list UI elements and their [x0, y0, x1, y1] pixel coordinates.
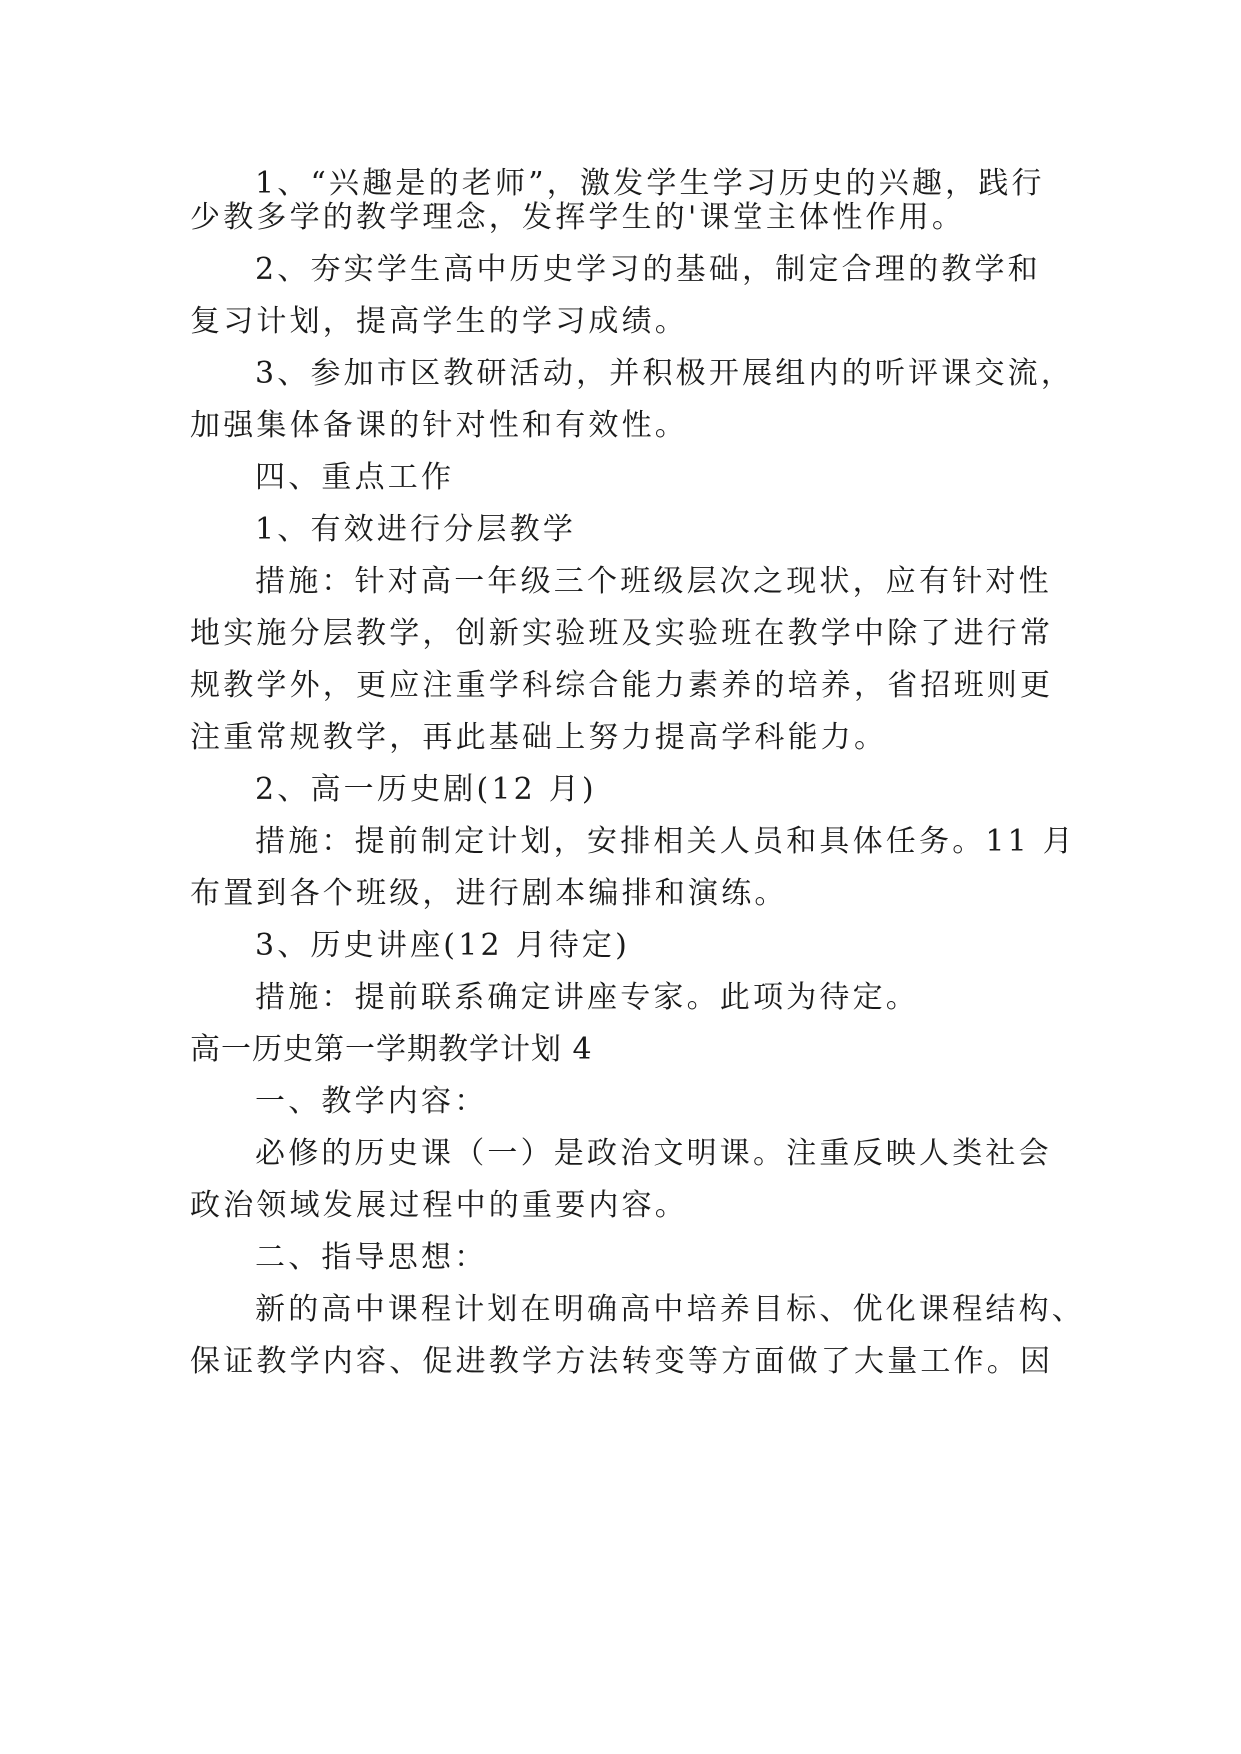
section-heading: 一、教学内容：: [255, 1084, 488, 1119]
item-heading: 3、历史讲座(12 月待定): [255, 928, 631, 963]
item-heading: 1、有效进行分层教学: [255, 512, 577, 547]
section-heading: 四、重点工作: [255, 460, 455, 495]
paragraph-line: 保证教学内容、促进教学方法转变等方面做了大量工作。因: [190, 1344, 1054, 1379]
paragraph-line: 措施：针对高一年级三个班级层次之现状，应有针对性: [255, 564, 1052, 599]
paragraph-line: 规教学外，更应注重学科综合能力素养的培养，省招班则更: [190, 668, 1054, 703]
paragraph-line: 2、夯实学生高中历史学习的基础，制定合理的教学和: [255, 252, 1041, 287]
paragraph-line: 地实施分层教学，创新实验班及实验班在教学中除了进行常: [190, 616, 1054, 651]
section-heading: 二、指导思想：: [255, 1240, 488, 1275]
paragraph-line: 必修的历史课（一）是政治文明课。注重反映人类社会: [255, 1136, 1052, 1171]
paragraph-line: 措施：提前联系确定讲座专家。此项为待定。: [255, 980, 919, 1015]
document-title: 高一历史第一学期教学计划 4: [190, 1032, 593, 1067]
paragraph-line: 加强集体备课的针对性和有效性。: [190, 408, 688, 443]
item-heading: 2、高一历史剧(12 月): [255, 772, 597, 807]
paragraph-line: 注重常规教学，再此基础上努力提高学科能力。: [190, 720, 888, 755]
paragraph-line: 措施：提前制定计划，安排相关人员和具体任务。11 月: [255, 824, 1076, 859]
paragraph-line: 布置到各个班级，进行剧本编排和演练。: [190, 876, 788, 911]
paragraph-line: 政治领域发展过程中的重要内容。: [190, 1188, 688, 1223]
paragraph-line: 新的高中课程计划在明确高中培养目标、优化课程结构、: [255, 1292, 1085, 1327]
paragraph-line: 1、“兴趣是的老师”，激发学生学习历史的兴趣，践行: [255, 166, 1045, 201]
paragraph-line: 3、参加市区教研活动，并积极开展组内的听评课交流，: [255, 356, 1075, 391]
paragraph-line: 复习计划，提高学生的学习成绩。: [190, 304, 688, 339]
paragraph-line: 少教多学的教学理念，发挥学生的'课堂主体性作用。: [190, 200, 966, 235]
